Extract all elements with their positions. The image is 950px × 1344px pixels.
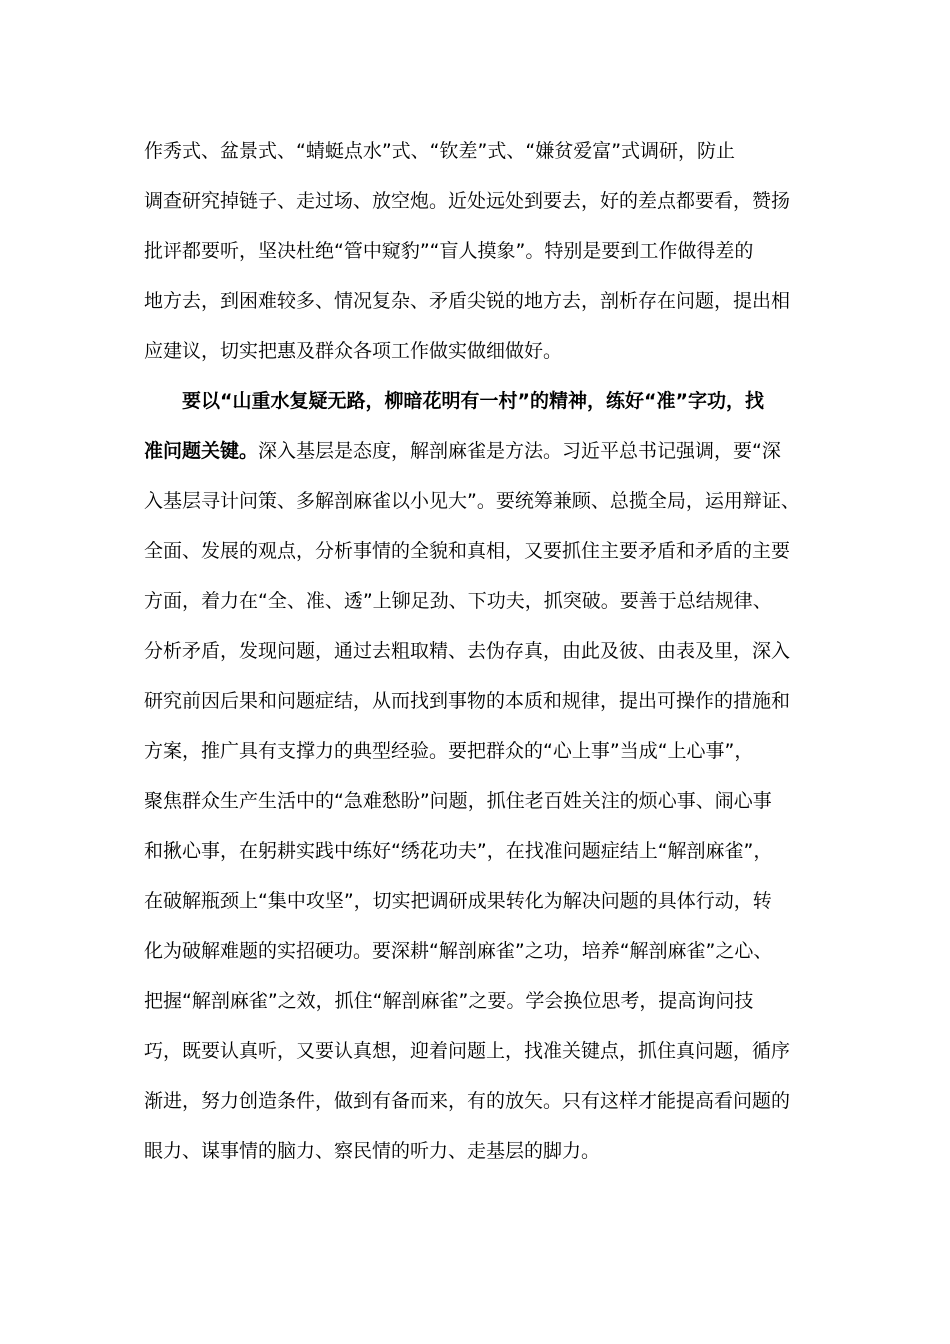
paragraph-2-line-15: 渐进，努力创造条件，做到有备而来，有的放矢。只有这样才能提高看问题的 xyxy=(144,1090,791,1112)
paragraph-2-line-7: 研究前因后果和问题症结，从而找到事物的本质和规律，提出可操作的措施和 xyxy=(144,690,791,712)
paragraph-2-line-16: 眼力、谋事情的脑力、察民情的听力、走基层的脚力。 xyxy=(144,1140,601,1162)
paragraph-2-line-2-rest: 深入基层是态度，解剖麻雀是方法。习近平总书记强调，要“深 xyxy=(258,440,781,462)
paragraph-2-line-4: 全面、发展的观点，分析事情的全貌和真相，又要抓住主要矛盾和矛盾的主要 xyxy=(144,540,791,562)
paragraph-2-line-10: 和揪心事，在躬耕实践中练好“绣花功夫”，在找准问题症结上“解剖麻雀”， xyxy=(144,840,773,862)
paragraph-2-line-13: 把握“解剖麻雀”之效，抓住“解剖麻雀”之要。学会换位思考，提高询问技 xyxy=(144,990,754,1012)
paragraph-2-line-11: 在破解瓶颈上“集中攻坚”，切实把调研成果转化为解决问题的具体行动，转 xyxy=(144,890,772,912)
paragraph-2-line-3: 入基层寻计问策、多解剖麻雀以小见大”。要统筹兼顾、总揽全局，运用辩证、 xyxy=(144,490,800,512)
paragraph-1-line-2: 调查研究掉链子、走过场、放空炮。近处远处到要去，好的差点都要看，赞扬 xyxy=(144,190,791,212)
paragraph-2-line-14: 巧，既要认真听，又要认真想，迎着问题上，找准关键点，抓住真问题，循序 xyxy=(144,1040,791,1062)
paragraph-2-line-6: 分析矛盾，发现问题，通过去粗取精、去伪存真，由此及彼、由表及里，深入 xyxy=(144,640,791,662)
paragraph-1-line-5: 应建议，切实把惠及群众各项工作做实做细做好。 xyxy=(144,340,563,362)
paragraph-2-line-2 xyxy=(144,436,781,466)
paragraph-2-line-5: 方面，着力在“全、准、透”上铆足劲、下功夫，抓突破。要善于总结规律、 xyxy=(144,590,772,612)
paragraph-2-line-8: 方案，推广具有支撑力的典型经验。要把群众的“心上事”当成“上心事”， xyxy=(144,740,754,762)
paragraph-1-line-1: 作秀式、盆景式、“蜻蜓点水”式、“钦差”式、“嫌贫爱富”式调研，防止 xyxy=(144,140,736,162)
paragraph-2-heading-line-2: 准问题关键。 xyxy=(144,440,259,462)
paragraph-2-line-9: 聚焦群众生产生活中的“急难愁盼”问题，抓住老百姓关注的烦心事、闹心事 xyxy=(144,790,772,812)
paragraph-2-heading-line-1: 要以“山重水复疑无路，柳暗花明有一村”的精神，练好“准”字功，找 xyxy=(182,390,764,412)
paragraph-2-line-12: 化为破解难题的实招硬功。要深耕“解剖麻雀”之功，培养“解剖麻雀”之心、 xyxy=(144,940,773,962)
paragraph-1-line-3: 批评都要听，坚决杜绝“管中窥豹”“盲人摸象”。特别是要到工作做得差的 xyxy=(144,240,754,262)
paragraph-1-line-4: 地方去，到困难较多、情况复杂、矛盾尖锐的地方去，剖析存在问题，提出相 xyxy=(144,290,791,312)
